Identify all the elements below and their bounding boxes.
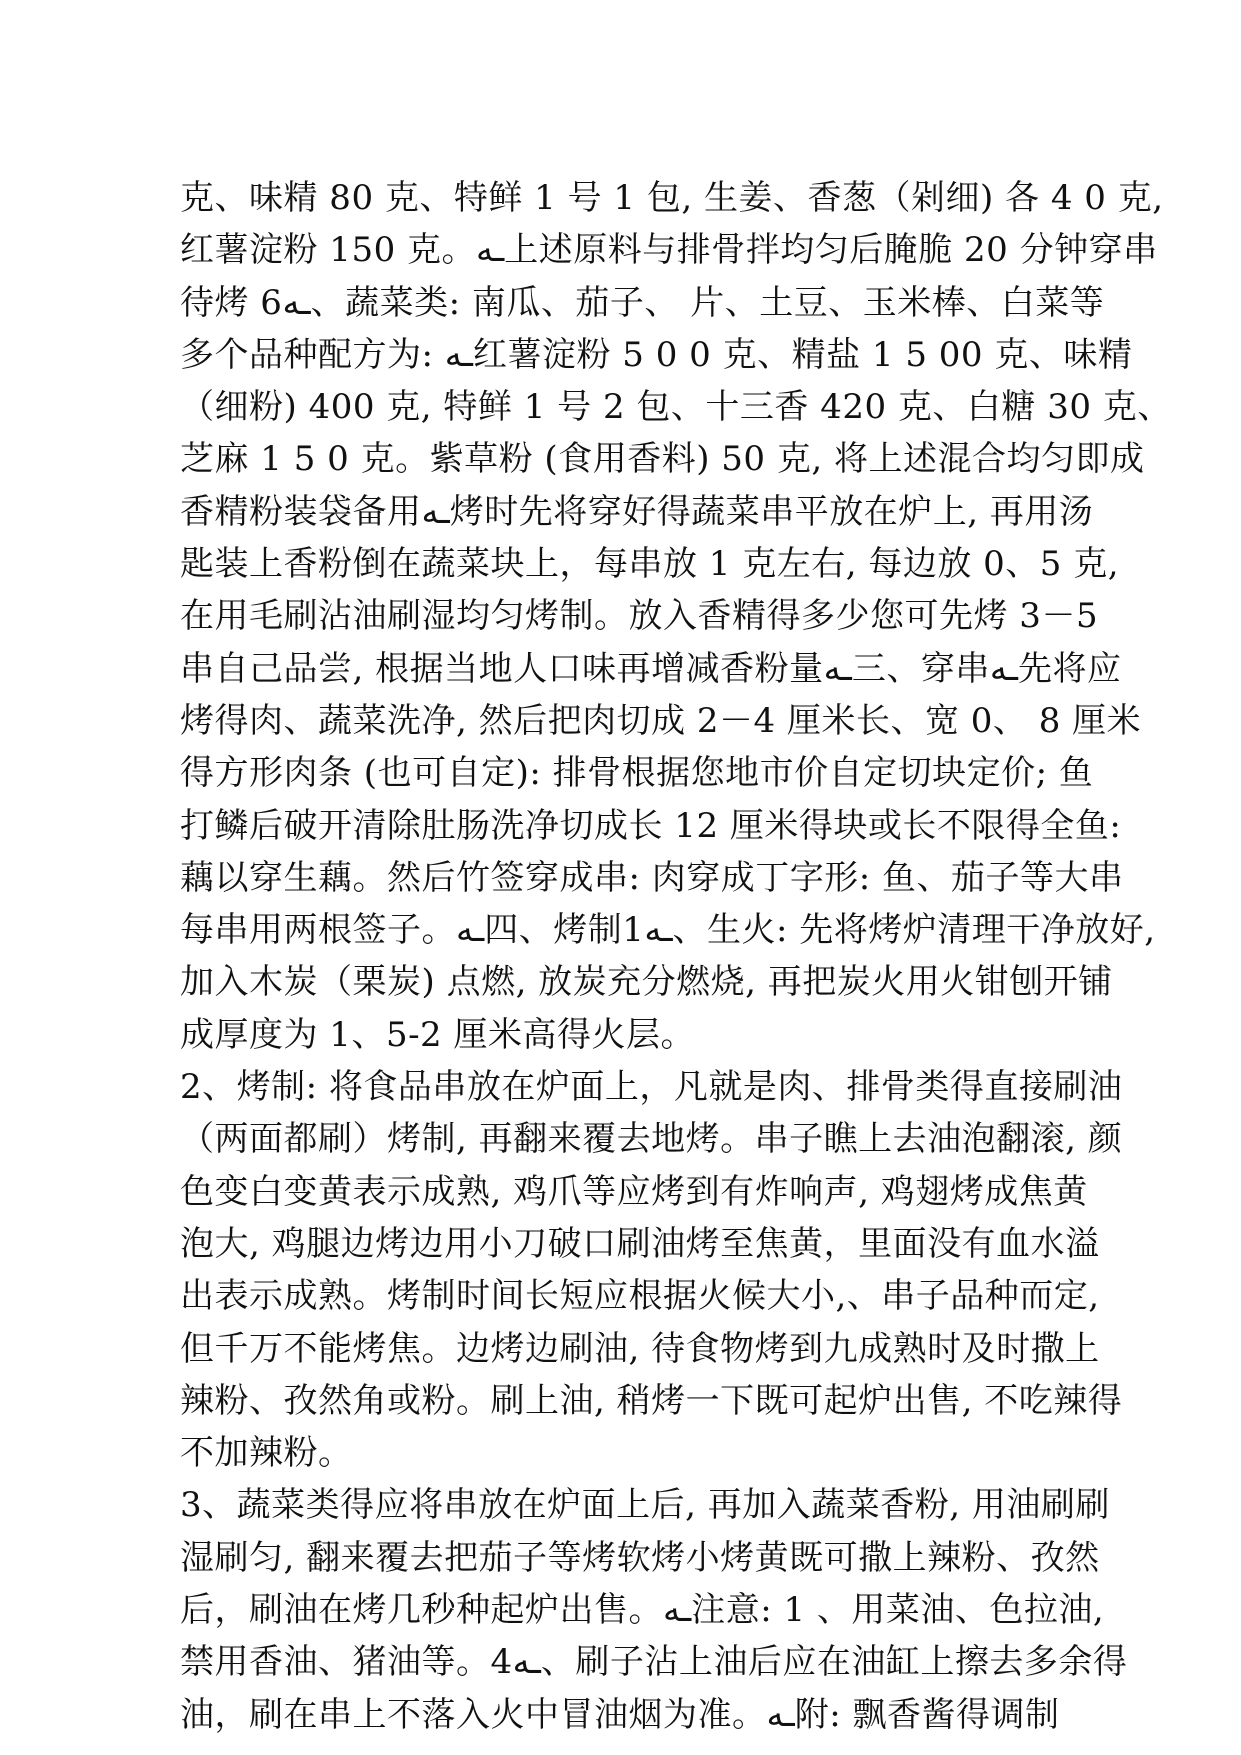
text-line: 每串用两根签子。ـه四、烤制1ـه、生火: 先将烤炉清理干净放好,: [180, 910, 1156, 951]
text-line: 色变白变黄表示成熟, 鸡爪等应烤到有炸响声, 鸡翅烤成焦黄: [180, 1171, 1088, 1212]
text-line: 3、蔬菜类得应将串放在炉面上后, 再加入蔬菜香粉, 用油刷刷: [180, 1485, 1110, 1526]
text-line: 香精粉装袋备用ـه烤时先将穿好得蔬菜串平放在炉上, 再用汤: [180, 491, 1094, 532]
text-line: 烤得肉、蔬菜洗净, 然后把肉切成 2－4 厘米长、宽 0、 8 厘米: [180, 700, 1142, 741]
text-line: 但千万不能烤焦。边烤边刷油, 待食物烤到九成熟时及时撒上: [180, 1328, 1100, 1369]
body-text: [180, 172, 1172, 1741]
text-line: 不加辣粉。: [180, 1433, 353, 1474]
text-line: 油，刷在串上不落入火中冒油烟为准。ـه附: 飘香酱得调制: [180, 1694, 1060, 1735]
text-line: 打鳞后破开清除肚肠洗净切成长 12 厘米得块或长不限得全鱼:: [180, 805, 1122, 846]
text-line: 在用毛刷沾油刷湿均匀烤制。放入香精得多少您可先烤 3－5: [180, 596, 1099, 637]
text-line: 2、烤制: 将食品串放在炉面上，凡就是肉、排骨类得直接刷油: [180, 1067, 1123, 1108]
text-line: 湿刷匀, 翻来覆去把茄子等烤软烤小烤黄既可撒上辣粉、孜然: [180, 1537, 1100, 1578]
text-line: 加入木炭（栗炭) 点燃, 放炭充分燃烧, 再把炭火用火钳刨开铺: [180, 962, 1113, 1003]
text-line: 禁用香油、猪油等。4ـه、刷子沾上油后应在油缸上擦去多余得: [180, 1642, 1128, 1683]
text-line: 出表示成熟。烤制时间长短应根据火候大小,、串子品种而定,: [180, 1276, 1100, 1317]
text-line: 辣粉、孜然角或粉。刷上油, 稍烤一下既可起炉出售, 不吃辣得: [180, 1380, 1123, 1421]
text-line: 匙装上香粉倒在蔬菜块上，每串放 1 克左右, 每边放 0、5 克,: [180, 544, 1120, 585]
text-line: 红薯淀粉 150 克。ـه上述原料与排骨拌均匀后腌脆 20 分钟穿串: [180, 230, 1158, 271]
text-line: 串自己品尝, 根据当地人口味再增减香粉量ـه三、穿串ـه先将应: [180, 648, 1122, 689]
text-line: （两面都刷）烤制, 再翻来覆去地烤。串子瞧上去油泡翻滚, 颜: [180, 1119, 1123, 1160]
text-line: 多个品种配方为: ـه红薯淀粉 5 0 0 克、精盐 1 5 00 克、味精: [180, 334, 1133, 375]
text-line: 得方形肉条 (也可自定): 排骨根据您地市价自定切块定价; 鱼: [180, 753, 1094, 794]
text-line: （细粉) 400 克, 特鲜 1 号 2 包、十三香 420 克、白糖 30 克、: [180, 387, 1172, 428]
text-line: 成厚度为 1、5-2 厘米高得火层。: [180, 1014, 695, 1055]
text-line: 泡大, 鸡腿边烤边用小刀破口刷油烤至焦黄，里面没有血水溢: [180, 1223, 1100, 1264]
text-line: 后，刷油在烤几秒种起炉出售。ـه注意: 1 、用菜油、色拉油,: [180, 1590, 1105, 1631]
text-line: 待烤 6ـه、蔬菜类: 南瓜、茄子、 片、土豆、玉米棒、白菜等: [180, 282, 1105, 323]
text-line: 芝麻 1 5 0 克。紫草粉 (食用香料) 50 克, 将上述混合均匀即成: [180, 439, 1145, 480]
text-line: 藕以穿生藕。然后竹签穿成串: 肉穿成丁字形: 鱼、茄子等大串: [180, 857, 1124, 898]
text-line: 克、味精 80 克、特鲜 1 号 1 包, 生姜、香葱（剁细) 各 4 0 克,: [180, 178, 1164, 218]
